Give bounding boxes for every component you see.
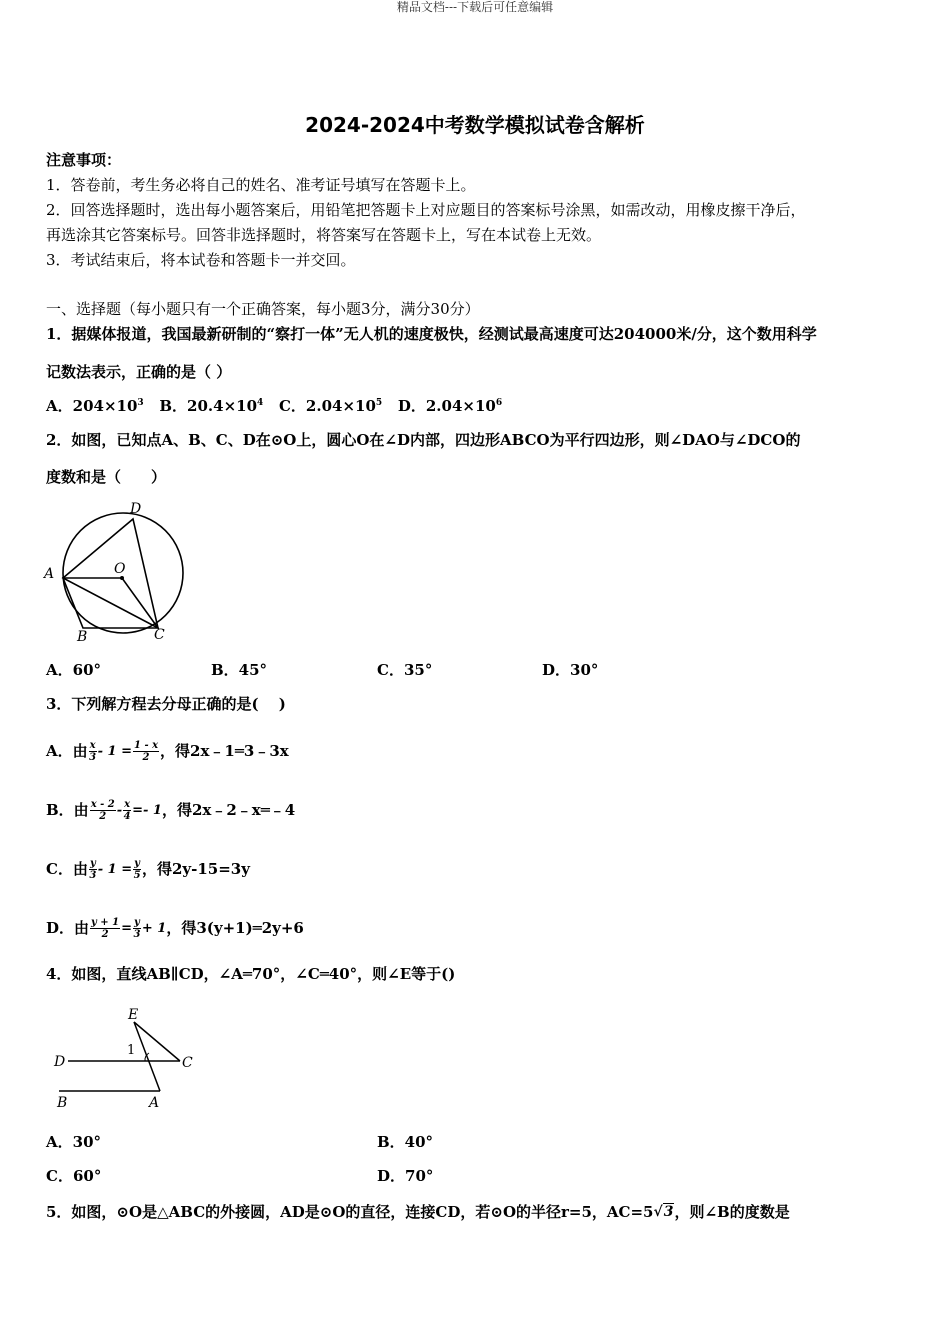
q4-stem: 4．如图，直线AB∥CD，∠A═70°，∠C═40°，则∠E等于() <box>46 965 456 983</box>
q3-option-a: A．由 $\frac{x}{3}$ - 1 = $\frac{1 - x}{2}$ ，得2x﹣1═3﹣3x <box>46 739 289 763</box>
q1-option-b: B．$20.4\times 10^4$ <box>159 397 264 415</box>
q1-option-d: D．$2.04\times 10^6$ <box>397 397 503 415</box>
q3b-fraction-2: $\frac{x}{4}$ <box>123 798 131 822</box>
q1-options <box>46 399 502 414</box>
q3-stem: 3．下列解方程去分母正确的是( ) <box>46 695 286 713</box>
q2-label-d: D <box>130 501 142 517</box>
note-item-3: 3．考试结束后，将本试卷和答题卡一并交回。 <box>46 251 356 269</box>
q4-label-b: B <box>57 1095 68 1111</box>
q3c-fraction-2: $\frac{y}{5}$ <box>133 857 141 881</box>
q2-label-b: B <box>77 629 88 645</box>
q4-parallel-lines-figure <box>45 1000 205 1115</box>
q2-option-a: A．60° <box>46 661 102 679</box>
q3a-fraction-1: $\frac{x}{3}$ <box>89 739 97 763</box>
q1-stem-line1: 1．据媒体报道，我国最新研制的“察打一体”无人机的速度极快，经测试最高速度可达204000米/分，这个数用科学 <box>46 325 817 343</box>
q2-stem-line1: 2．如图，已知点A、B、C、D在⊙O上，圆心O在∠D内部，四边形ABCO为平行四边形，则∠DAO与∠DCO的 <box>46 431 801 449</box>
note-item-2: 2．回答选择题时，选出每小题答案后，用铅笔把答题卡上对应题目的答案标号涂黑，如需改动，用橡皮擦干净后， <box>46 201 806 219</box>
q3d-fraction-1: $\frac{y + 1}{2}$ <box>91 916 120 940</box>
q3d-fraction-2: $\frac{y}{3}$ <box>133 916 141 940</box>
q3-option-c: C．由 $\frac{y}{3}$ - 1 = $\frac{y}{5}$ ，得2y-15=3y <box>46 857 250 881</box>
q1-option-a: A．$204\times 10^3$ <box>46 397 144 415</box>
q4-option-a: A．30° <box>46 1133 102 1151</box>
page-header-watermark: 精品文档---下载后可任意编辑 <box>396 0 554 14</box>
q4-label-e: E <box>128 1007 139 1023</box>
page-title: 2024-2024中考数学模拟试卷含解析 <box>305 113 645 137</box>
note-item-1: 1．答卷前，考生务必将自己的姓名、准考证号填写在答题卡上。 <box>46 176 476 194</box>
q5-sqrt: √3 <box>653 1204 674 1220</box>
q2-stem-line2: 度数和是（ ） <box>46 468 167 486</box>
q3b-fraction-1: $\frac{x - 2}{2}$ <box>90 798 115 822</box>
q3-option-d: D．由 $\frac{y + 1}{2}$ = $\frac{y}{3}$ + 1 ，得3(y+1)═2y+6 <box>46 916 304 940</box>
q2-option-c: C．35° <box>377 661 433 679</box>
q2-label-a: A <box>44 566 55 582</box>
q4-option-c: C．60° <box>46 1167 102 1185</box>
q4-option-d: D．70° <box>377 1167 434 1185</box>
q2-option-d: D．30° <box>542 661 599 679</box>
section-heading: 一、选择题（每小题只有一个正确答案，每小题3分，满分30分） <box>46 300 480 318</box>
q5-stem: 5．如图，⊙O是△ABC的外接圆，AD是⊙O的直径，连接CD，若⊙O的半径r=5，AC=5 √3 ，则∠B的度数是 <box>46 1202 790 1221</box>
q4-label-d: D <box>54 1054 66 1070</box>
q4-label-a: A <box>149 1095 160 1111</box>
q4-label-angle-1: 1 <box>127 1043 136 1058</box>
q2-label-c: C <box>154 627 165 643</box>
q1-stem-line2: 记数法表示，正确的是（ ） <box>46 363 232 381</box>
q2-circle-figure <box>40 495 200 647</box>
q2-label-o: O <box>114 561 126 577</box>
notes-heading: 注意事项： <box>46 151 122 169</box>
q4-label-c: C <box>182 1055 193 1071</box>
q4-option-b: B．40° <box>377 1133 434 1151</box>
q3c-fraction-1: $\frac{y}{3}$ <box>89 857 97 881</box>
q1-option-c: C．$2.04\times 10^5$ <box>278 397 383 415</box>
note-item-2-cont: 再选涂其它答案标号。回答非选择题时，将答案写在答题卡上，写在本试卷上无效。 <box>46 226 602 244</box>
q2-option-b: B．45° <box>211 661 268 679</box>
q3-option-b: B．由 $\frac{x - 2}{2}$ - $\frac{x}{4}$ =- 1 ，得2x﹣2﹣x═﹣4 <box>46 798 296 822</box>
q3a-fraction-2: $\frac{1 - x}{2}$ <box>134 739 159 763</box>
